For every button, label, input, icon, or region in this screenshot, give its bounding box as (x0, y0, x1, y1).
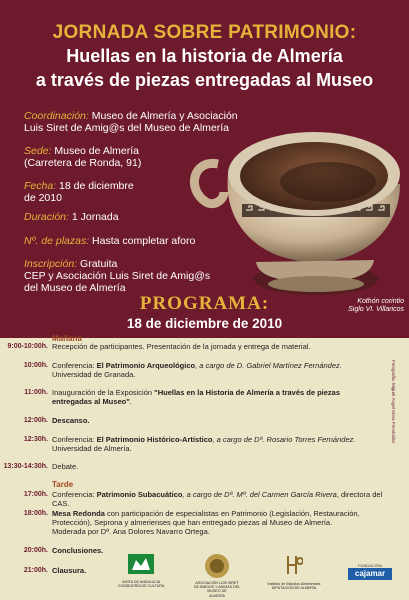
schedule-entry (52, 416, 397, 425)
entry-text-end: . (129, 397, 132, 406)
entry-bold: Patrimonio Subacuático (96, 490, 183, 499)
schedule-time: 17:00h. (23, 491, 48, 498)
instituto-logo-line-1: Instituto de Estudios Almerienses (267, 582, 321, 586)
schedule-time: 9:00-10:00h. (7, 343, 48, 350)
fundacion-cajamar-logo: cajamar (348, 568, 392, 580)
info-continuation: de 2010 (24, 192, 62, 204)
info-inscripcion (24, 258, 210, 294)
instituto-logo-text (266, 582, 322, 590)
junta-logo-text (110, 580, 172, 588)
schedule-entry (52, 388, 397, 406)
title-line-2: Huellas en la historia de Almería (66, 46, 343, 66)
entry-text: Conferencia: (52, 490, 97, 499)
info-label: Sede: (24, 145, 52, 157)
info-label: Fecha: (24, 180, 57, 192)
kothon-vessel-image (188, 104, 409, 314)
asociacion-luis-siret-logo (203, 552, 231, 580)
photo-credit: Fotografía: Miguel Ángel Mora Fernández (391, 360, 396, 444)
instituto-logo-line-2: DIPUTACIÓN DE ALMERÍA (271, 586, 317, 591)
entry-text: Recepción de participantes. Presentación de la jornada y entrega de material. (52, 342, 311, 351)
schedule-entry (52, 361, 397, 379)
schedule-time: 18:00h. (23, 510, 48, 517)
asociacion-logo-text (192, 581, 242, 598)
info-plazas (24, 235, 195, 247)
junta-andalucia-logo (124, 552, 158, 580)
info-label: Inscripción: (24, 258, 78, 270)
schedule-entry (52, 509, 397, 536)
fundacion-label: FUNDACIÓN (358, 563, 382, 568)
asociacion-logo-line-3: ALMERÍA (209, 593, 225, 598)
junta-logo-line-1: JUNTA DE ANDALUCIA (121, 580, 161, 584)
entry-text: con participación de especialistas en Patrimonio (Legislación, Restauración, (104, 509, 360, 518)
entry-bold: "Huellas en la Historia de Almería a través de piezas (154, 388, 341, 397)
info-value: 1 Jornada (68, 211, 119, 223)
entry-bold: Conclusiones. (52, 546, 104, 555)
entry-affiliation: Universidad de Granada. (52, 370, 136, 379)
entry-italic: , a cargo de Dª. Mª. del Carmen García Rivera (182, 490, 337, 499)
info-value: Museo de Almería (51, 145, 139, 157)
asociacion-logo-line-1: ASOCIACIÓN LUIS SIRET (195, 581, 239, 585)
junta-logo-line-2: CONSEJERÍA DE CULTURA (117, 584, 165, 589)
info-continuation-2: del Museo de Almería (24, 282, 126, 294)
info-value: 18 de diciembre (56, 180, 134, 192)
entry-bold: Clausura. (52, 566, 87, 575)
info-value: Gratuita (77, 258, 118, 270)
section-afternoon: Tarde (52, 480, 74, 489)
entry-text: Conferencia: (52, 435, 97, 444)
schedule-time: 10:00h. (23, 362, 48, 369)
schedule-time: 20:00h. (23, 547, 48, 554)
info-fecha (24, 180, 134, 204)
schedule-time: 21:00h. (23, 567, 48, 574)
entry-bold: Mesa Redonda (52, 509, 105, 518)
caption-line-2: Siglo VI. Villaricos (348, 306, 404, 313)
entry-italic: , a cargo de D. Gabriel Martínez Fernández. (195, 361, 342, 370)
entry-line-3: Moderada por Dª. Ana Dolores Navarro Ortega. (52, 527, 210, 536)
entry-bold: El Patrimonio Histórico-Artístico (96, 435, 213, 444)
title-line-1: JORNADA SOBRE PATRIMONIO: (52, 22, 357, 43)
entry-text-end: , directora del CAS. (52, 490, 383, 508)
info-continuation: Luis Siret de Amig@s del Museo de Almería (24, 122, 230, 134)
title-line-3: a través de piezas entregadas al Museo (35, 70, 374, 90)
info-sede (24, 145, 141, 169)
instituto-estudios-logo (285, 552, 303, 578)
schedule-entry (52, 490, 397, 508)
schedule-time: 13:30-14:30h. (3, 463, 48, 470)
section-morning: Mañana (52, 334, 82, 343)
schedule-entry (52, 462, 397, 471)
programa-heading: PROGRAMA: (139, 293, 270, 314)
info-continuation: CEP y Asociación Luis Siret de Amig@s (24, 270, 211, 282)
entry-text: Inauguración de la Exposición (52, 388, 155, 397)
entry-italic: , a cargo de Dª. Rosario Torres Fernández. (212, 435, 356, 444)
info-continuation: (Carretera de Ronda, 91) (24, 157, 142, 169)
info-label: Nº. de plazas: (24, 235, 90, 247)
schedule-time: 11:00h. (24, 389, 48, 396)
info-value: Museo de Almería y Asociación (88, 110, 238, 122)
entry-affiliation: Universidad de Almería. (52, 444, 132, 453)
entry-bold-2: entregadas al Museo" (52, 397, 130, 406)
entry-bold: El Patrimonio Arqueológico (96, 361, 196, 370)
programa-date: 18 de diciembre de 2010 (126, 316, 283, 331)
asociacion-logo-line-2: DE AMIGOS Y AMIGAS DEL MUSEO DE (193, 585, 241, 594)
entry-line-2: Protección), Seprona y almerienses que han entregado piezas al Museo de Almería. (52, 518, 333, 527)
info-label: Duración: (24, 211, 69, 223)
info-duracion (24, 211, 119, 223)
entry-bold: Descanso. (52, 416, 90, 425)
entry-text: Conferencia: (52, 361, 97, 370)
entry-text: Debate. (52, 462, 79, 471)
info-label: Coordinación: (24, 110, 89, 122)
schedule-entry (52, 342, 397, 351)
schedule-time: 12:00h. (23, 417, 48, 424)
schedule-entry (52, 435, 397, 453)
info-value: Hasta completar aforo (89, 235, 196, 247)
schedule-time: 12:30h. (23, 436, 48, 443)
caption-line-1: Kothón corintio (357, 298, 404, 305)
